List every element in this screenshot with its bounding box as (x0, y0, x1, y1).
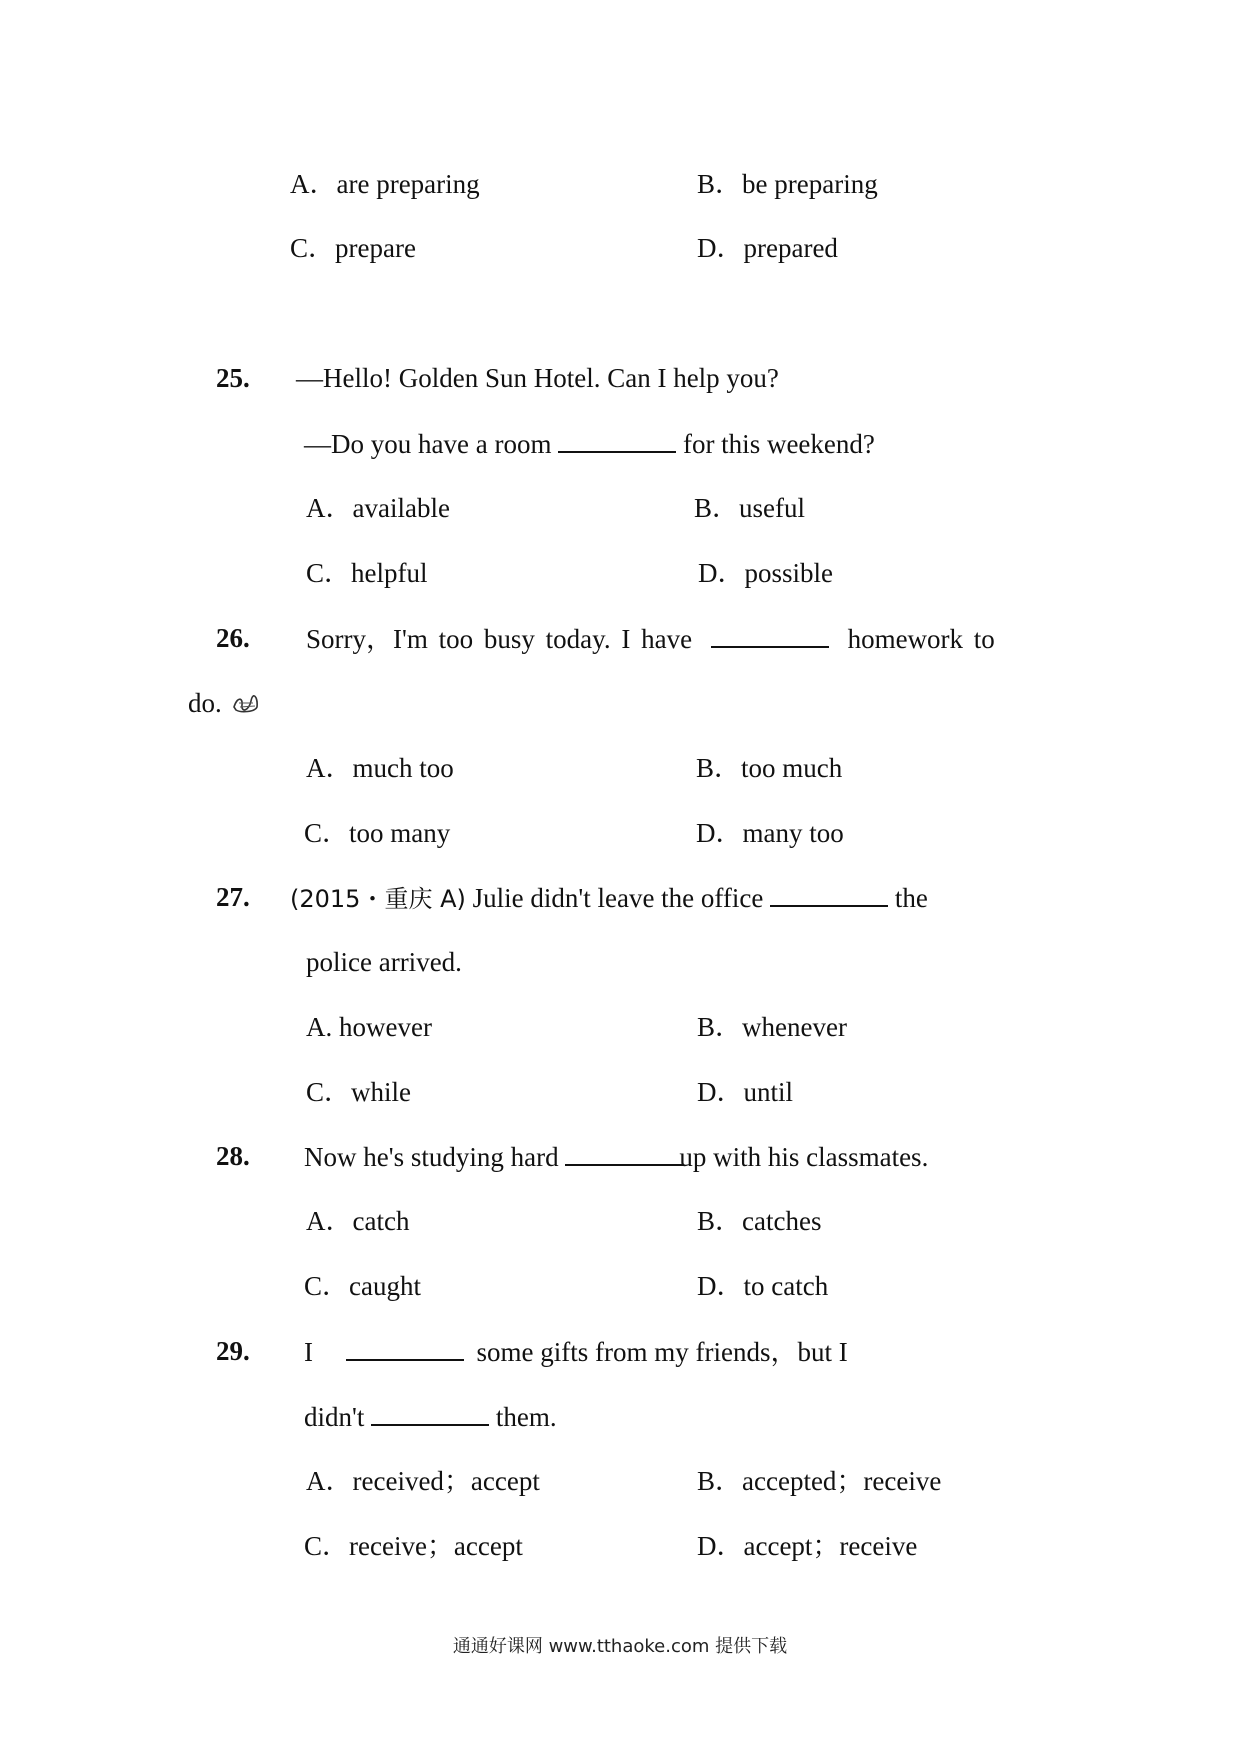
q29-line2-end: them. (495, 1402, 557, 1432)
q29-number: 29. (216, 1336, 250, 1366)
q29-option-d: D．accept；receive (697, 1531, 918, 1561)
answer-blank (346, 1335, 464, 1361)
scribble-icon (231, 690, 261, 712)
q29-option-b: B．accepted；receive (697, 1466, 942, 1496)
answer-blank (558, 427, 676, 453)
answer-blank (565, 1140, 683, 1166)
q24-option-b: B．be preparing (697, 169, 878, 199)
q27-line1-start: Julie didn't leave the office (472, 883, 764, 913)
q27-option-c: C．while (306, 1077, 411, 1107)
q24-option-a: A．are preparing (290, 169, 480, 199)
q25-line2-end: for this weekend? (682, 429, 875, 459)
q28-line1-start: Now he's studying hard (304, 1142, 559, 1172)
q26-line1-start: Sorry，I'm too busy today. I have (306, 624, 693, 654)
q26-option-b: B．too much (696, 753, 843, 783)
q27-option-d: D．until (697, 1077, 794, 1107)
q29-line2 (304, 1400, 557, 1433)
q27-option-b: B．whenever (697, 1012, 847, 1042)
q27-line1 (290, 881, 928, 915)
q29-line1-start: I (304, 1337, 313, 1367)
q28-option-d: D．to catch (697, 1271, 829, 1301)
q27-number: 27. (216, 882, 250, 912)
q25-line2 (304, 427, 875, 460)
q26-option-d: D．many too (696, 818, 844, 848)
q27-line1-end: the (894, 883, 928, 913)
q26-option-c: C．too many (304, 818, 451, 848)
q28-option-c: C．caught (304, 1271, 421, 1301)
q26-line2-text: do. (188, 688, 222, 718)
q26-option-a: A．much too (306, 753, 454, 783)
q24-option-c: C．prepare (290, 233, 416, 263)
q28-number: 28. (216, 1141, 250, 1171)
q27-source: (2015・重庆 A) (290, 885, 466, 913)
q26-line2 (188, 687, 261, 719)
q24-option-d: D．prepared (697, 233, 838, 263)
answer-blank (770, 881, 888, 907)
q29-line2-start: didn't (304, 1402, 365, 1432)
page-footer: 通通好课网 www.tthaoke.com 提供下载 (452, 1636, 788, 1657)
q25-line1: —Hello! Golden Sun Hotel. Can I help you? (296, 363, 779, 393)
q28-line1 (304, 1140, 928, 1173)
q28-line1-end: up with his classmates. (679, 1142, 929, 1172)
q25-option-a: A．available (306, 493, 450, 523)
q27-line2: police arrived. (306, 947, 462, 977)
q29-line1 (304, 1335, 848, 1368)
q25-option-b: B．useful (694, 493, 805, 523)
q29-option-a: A．received；accept (306, 1466, 540, 1496)
q28-option-b: B．catches (697, 1206, 822, 1236)
q26-line1 (306, 622, 995, 655)
q25-option-c: C．helpful (306, 558, 428, 588)
q26-line1-end: homework to (847, 624, 995, 654)
q25-option-d: D．possible (698, 558, 833, 588)
q28-option-a: A．catch (306, 1206, 410, 1236)
q25-number: 25. (216, 363, 250, 393)
answer-blank (711, 622, 829, 648)
answer-blank (371, 1400, 489, 1426)
q25-line2-start: —Do you have a room (304, 429, 552, 459)
q27-option-a: A. however (306, 1012, 432, 1042)
q26-number: 26. (216, 623, 250, 653)
q29-line1-end: some gifts from my friends，but I (476, 1337, 848, 1367)
q29-option-c: C．receive；accept (304, 1531, 523, 1561)
